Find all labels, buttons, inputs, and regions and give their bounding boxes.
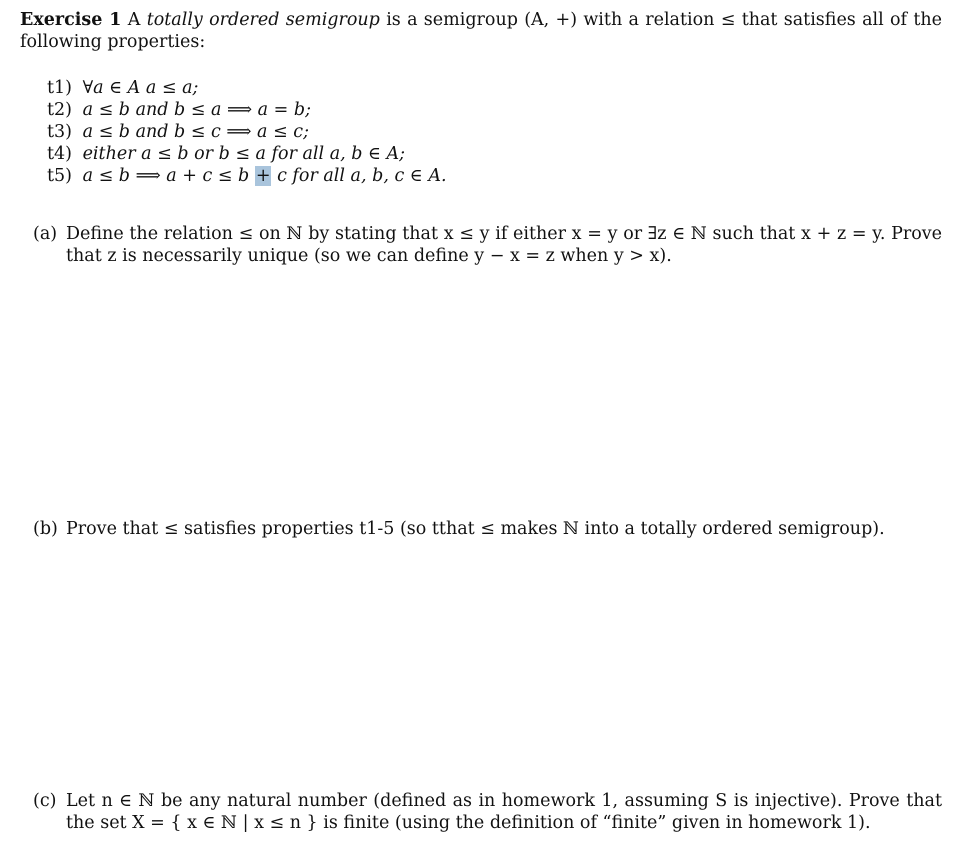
property-t2 bbox=[47, 99, 647, 121]
part-label: (c) bbox=[33, 791, 57, 811]
part-label: (a) bbox=[33, 224, 58, 244]
property-text: a ≤ b and b ≤ c ⟹ a ≤ c; bbox=[82, 122, 309, 142]
exercise-label: Exercise 1 bbox=[20, 10, 122, 30]
property-number: t1) bbox=[47, 78, 72, 98]
part-text: Define the relation ≤ on ℕ by stating that x ≤ y if either x = y or ∃z ∈ ℕ such that x + z = y. Prove that z is necessarily unique (so we can define y − x = z when y > x). bbox=[66, 224, 942, 266]
exercise-heading bbox=[20, 9, 942, 53]
property-number: t5) bbox=[47, 166, 72, 186]
property-list bbox=[47, 77, 647, 187]
part-b bbox=[33, 518, 942, 540]
property-text-after: c for all a, b, c ∈ A. bbox=[277, 166, 447, 186]
property-t5 bbox=[47, 165, 647, 187]
property-number: t2) bbox=[47, 100, 72, 120]
property-t1 bbox=[47, 77, 647, 99]
property-number: t4) bbox=[47, 144, 72, 164]
property-number: t3) bbox=[47, 122, 72, 142]
property-text: a ≤ b and b ≤ a ⟹ a = b; bbox=[82, 100, 311, 120]
part-text: Let n ∈ ℕ be any natural number (defined as in homework 1, assuming S is injective). Prove that the set X = { x ∈ ℕ | x ≤ n } is finite (using the definition of “finite” given in homework 1). bbox=[66, 791, 942, 833]
property-text: either a ≤ b or b ≤ a for all a, b ∈ A; bbox=[82, 144, 406, 164]
property-text-before: a ≤ b ⟹ a + c ≤ b bbox=[82, 166, 250, 186]
part-c bbox=[33, 790, 942, 834]
part-a bbox=[33, 223, 942, 267]
exercise-term: totally ordered semigroup bbox=[146, 10, 380, 30]
part-text: Prove that ≤ satisfies properties t1-5 (so tthat ≤ makes ℕ into a totally ordered semigroup). bbox=[66, 519, 885, 539]
property-t4 bbox=[47, 143, 647, 165]
exercise-intro-after: is a semigroup (A, +) with a relation ≤ that satisfies all of the following properties: bbox=[20, 10, 942, 52]
property-text: ∀a ∈ A a ≤ a; bbox=[82, 78, 199, 98]
text-selection-highlight[interactable]: + bbox=[255, 166, 271, 186]
part-label: (b) bbox=[33, 519, 58, 539]
exercise-intro-before: A bbox=[127, 10, 141, 30]
property-t3 bbox=[47, 121, 647, 143]
